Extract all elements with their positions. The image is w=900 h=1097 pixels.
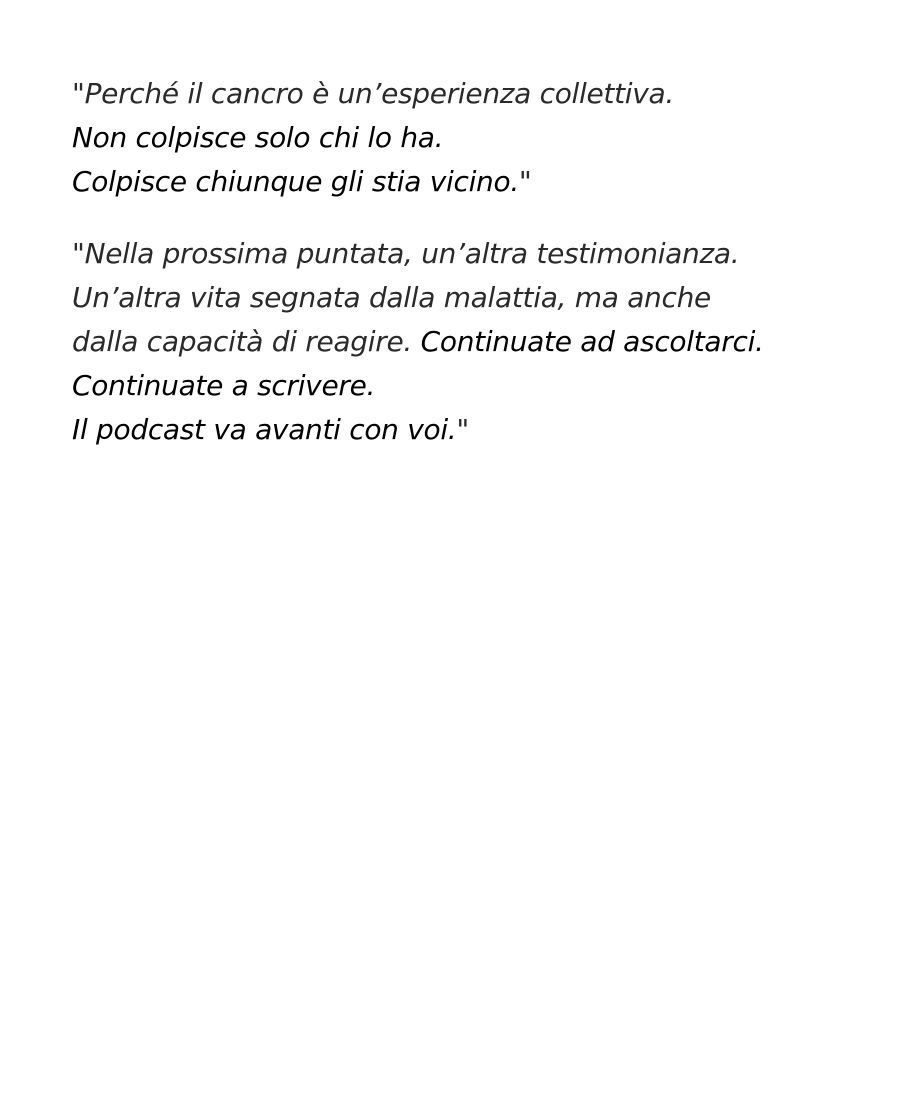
quote-block-1 (72, 72, 862, 204)
quote-2-closing-mark: " (456, 413, 470, 446)
quote-2-line-2: Un’altra vita segnata dalla malattia, ma anche (72, 281, 711, 314)
quote-block-2 (72, 232, 862, 452)
quote-2-line-4: Continuate a scrivere. (72, 369, 376, 402)
quote-2-line-3 (72, 320, 862, 364)
transcript-page (72, 72, 862, 480)
quote-1-line-2: Non colpisce solo chi lo ha. (72, 121, 444, 154)
quote-1-closing-mark: " (518, 165, 532, 198)
quote-1-line-3-text: Colpisce chiunque gli stia vicino. (72, 165, 519, 198)
quote-2-line-1: "Nella prossima puntata, un’altra testimonianza. (72, 237, 740, 270)
quote-1-line-3 (72, 160, 862, 204)
quote-1-line-1: "Perché il cancro è un’esperienza collettiva. (72, 77, 674, 110)
quote-2-line-5-text: Il podcast va avanti con voi. (72, 413, 457, 446)
quote-2-line-3-strong: Continuate ad ascoltarci. (420, 325, 764, 358)
quote-2-line-3-light: dalla capacità di reagire. (72, 325, 412, 358)
quote-2-line-5 (72, 408, 862, 452)
